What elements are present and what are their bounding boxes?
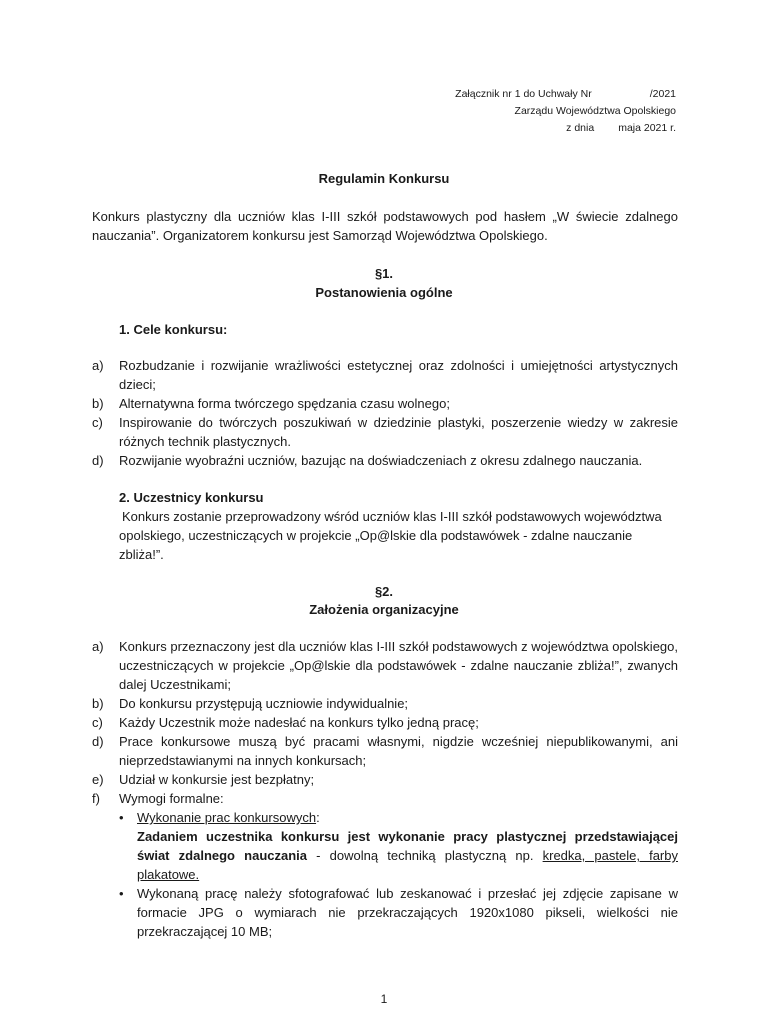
header-line-2: Zarządu Województwa Opolskiego <box>514 105 676 117</box>
list-item-text: Inspirowanie do twórczych poszukiwań w dziedzinie plastyki, poszerzenie wiedzy w zakresie różnych technik plastycznych. <box>119 415 678 449</box>
list-marker: f) <box>92 791 100 806</box>
header-line-1 <box>455 86 676 103</box>
requirement-label: Wykonanie prac konkursowych <box>137 810 317 825</box>
list-item-text: Każdy Uczestnik może nadesłać na konkurs tylko jedną pracę; <box>119 715 479 730</box>
header-date-value: maja 2021 r. <box>618 122 676 134</box>
list-item <box>92 413 678 451</box>
list-item-text: Udział w konkursie jest bezpłatny; <box>119 772 315 787</box>
section-2-number: §2. <box>374 584 394 599</box>
list-item <box>92 713 678 732</box>
header-date-label: z dnia <box>566 122 595 134</box>
list-item <box>92 451 678 470</box>
list-item-text: Prace konkursowe muszą być pracami własnymi, nigdzie wcześniej niepublikowanymi, ani nieprzedstawianymi na innych konkursach; <box>119 734 678 768</box>
organization-list <box>92 637 678 808</box>
participants-text: Konkurs zostanie przeprowadzony wśród uczniów klas I-III szkół podstawowych województwa opolskiego, uczestniczących w projekcie „Op@lskie dla podstawówek - zdalne nauczanie zbliża!”. <box>119 509 662 562</box>
header-resolution-label: Załącznik nr 1 do Uchwały Nr <box>455 88 592 100</box>
document-title: Regulamin Konkursu <box>318 171 450 186</box>
list-marker: a) <box>92 639 104 654</box>
list-item <box>92 732 678 770</box>
list-item <box>92 770 678 789</box>
participants-paragraph <box>119 507 674 564</box>
attachment-header <box>455 86 676 137</box>
list-item <box>113 884 678 941</box>
section-2-heading: Założenia organizacyjne <box>309 602 459 617</box>
list-item <box>92 394 678 413</box>
list-marker: c) <box>92 415 103 430</box>
list-marker: b) <box>92 396 104 411</box>
requirement-examples: kredka, pastele, farby plakatowe. <box>137 848 678 882</box>
section-1-heading: Postanowienia ogólne <box>315 285 453 300</box>
list-marker: c) <box>92 715 103 730</box>
page-number: 1 <box>380 992 388 1006</box>
bullet-icon: • <box>119 810 124 825</box>
list-item-text: Alternatywna forma twórczego spędzania czasu wolnego; <box>119 396 450 411</box>
list-item-text: Wymogi formalne: <box>119 791 224 806</box>
list-item <box>92 356 678 394</box>
header-line-3 <box>455 120 676 137</box>
list-item-text: Konkurs przeznaczony jest dla uczniów klas I-III szkół podstawowych z województwa opolskiego, uczestniczących w projekcie „Op@lskie dla podstawówek - zdalne nauczanie zbliża!”, zwanych dalej Uczestnikami; <box>119 639 678 692</box>
list-item <box>92 789 678 808</box>
formal-requirements-list <box>113 808 678 941</box>
requirement-task: Zadaniem uczestnika konkursu jest wykonanie pracy plastycznej przedstawiającej świat zdalnego nauczania <box>137 829 678 863</box>
list-marker: b) <box>92 696 104 711</box>
requirement-file-format: Wykonaną pracę należy sfotografować lub zeskanować i przesłać jej zdjęcie zapisane w formacie JPG o wymiarach nie przekraczających 1920x1080 pikseli, wielkości nie przekraczającej 10 MB; <box>137 886 678 939</box>
participants-heading: 2. Uczestnicy konkursu <box>119 490 264 505</box>
bullet-icon: • <box>119 886 124 901</box>
list-item-text: Do konkursu przystępują uczniowie indywidualnie; <box>119 696 409 711</box>
list-item <box>92 637 678 694</box>
list-marker: a) <box>92 358 104 373</box>
section-1-number: §1. <box>374 266 394 281</box>
list-item <box>92 694 678 713</box>
list-marker: d) <box>92 453 104 468</box>
list-marker: e) <box>92 772 104 787</box>
intro-paragraph: Konkurs plastyczny dla uczniów klas I-III szkół podstawowych pod hasłem „W świecie zdalnego nauczania”. Organizatorem konkursu jest Samorząd Województwa Opolskiego. <box>92 209 678 243</box>
goals-heading: 1. Cele konkursu: <box>119 322 228 337</box>
header-resolution-year: /2021 <box>649 88 676 100</box>
requirement-colon: : <box>316 810 320 825</box>
goals-list <box>92 356 678 470</box>
list-item <box>113 808 678 884</box>
list-item-text: Rozwijanie wyobraźni uczniów, bazując na doświadczeniach z okresu zdalnego nauczania. <box>119 453 643 468</box>
requirement-technique: - dowolną techniką plastyczną np. <box>307 848 543 863</box>
list-marker: d) <box>92 734 104 749</box>
list-item-text: Rozbudzanie i rozwijanie wrażliwości estetycznej oraz zdolności i umiejętności artystycznych dzieci; <box>119 358 678 392</box>
